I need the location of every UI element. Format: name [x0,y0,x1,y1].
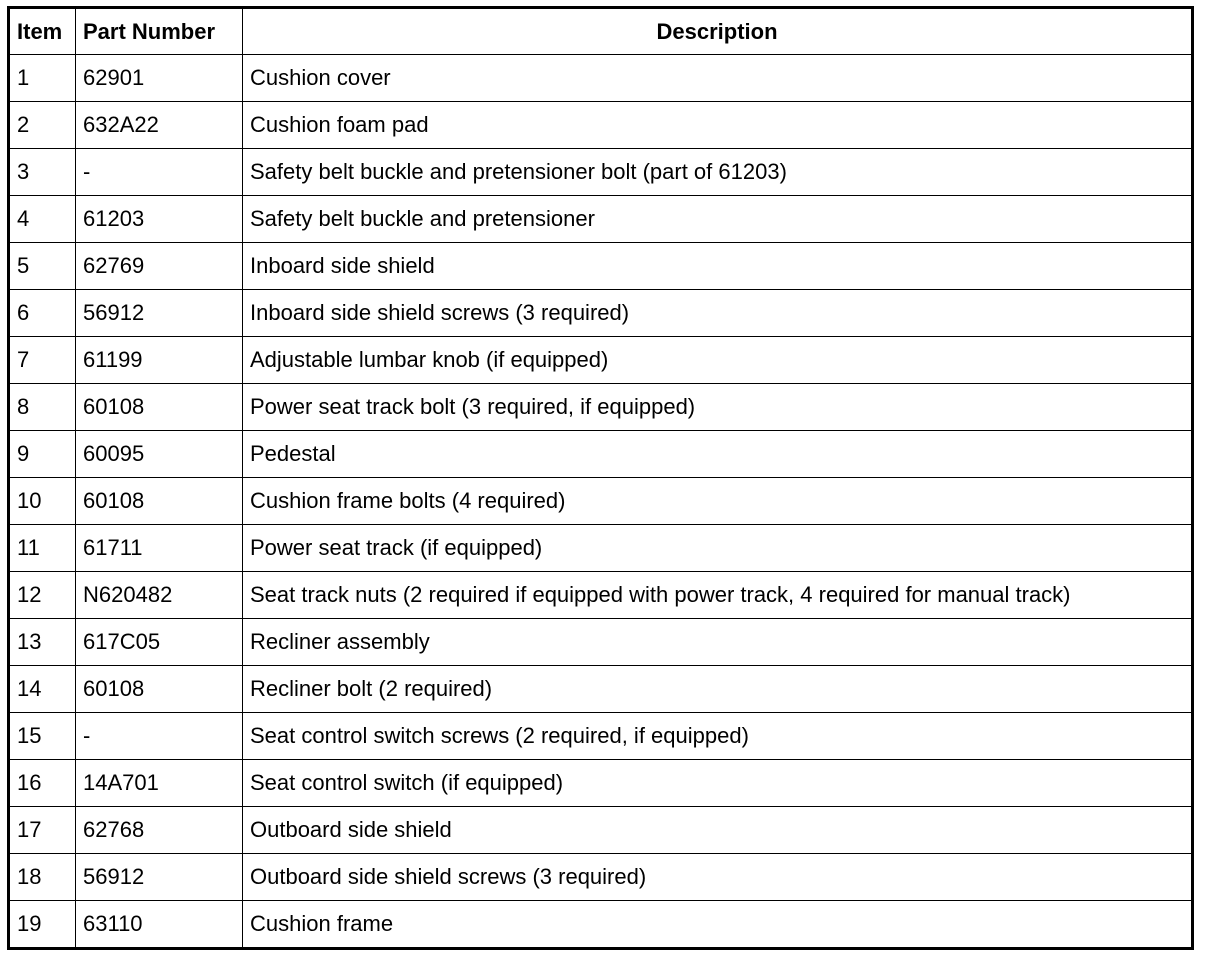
cell-part-number: 62901 [76,55,243,102]
cell-description: Adjustable lumbar knob (if equipped) [243,337,1193,384]
cell-part-number: 60095 [76,431,243,478]
cell-item: 2 [9,102,76,149]
cell-part-number: - [76,149,243,196]
table-row [9,55,1193,102]
cell-description: Cushion frame [243,901,1193,949]
cell-item: 19 [9,901,76,949]
cell-part-number: 617C05 [76,619,243,666]
cell-description: Inboard side shield screws (3 required) [243,290,1193,337]
cell-part-number: N620482 [76,572,243,619]
cell-item: 1 [9,55,76,102]
cell-description: Seat track nuts (2 required if equipped with power track, 4 required for manual track) [243,572,1193,619]
cell-item: 4 [9,196,76,243]
cell-description: Pedestal [243,431,1193,478]
table-row [9,102,1193,149]
cell-description: Recliner assembly [243,619,1193,666]
table-row [9,525,1193,572]
table-row [9,149,1193,196]
cell-description: Seat control switch (if equipped) [243,760,1193,807]
table-body [9,55,1193,949]
cell-item: 16 [9,760,76,807]
table-row [9,713,1193,760]
cell-description: Safety belt buckle and pretensioner [243,196,1193,243]
cell-part-number: 60108 [76,666,243,713]
table-row [9,619,1193,666]
cell-description: Safety belt buckle and pretensioner bolt (part of 61203) [243,149,1193,196]
table-row [9,572,1193,619]
cell-item: 8 [9,384,76,431]
cell-description: Cushion frame bolts (4 required) [243,478,1193,525]
cell-description: Cushion foam pad [243,102,1193,149]
cell-item: 3 [9,149,76,196]
cell-part-number: 63110 [76,901,243,949]
cell-description: Power seat track bolt (3 required, if equipped) [243,384,1193,431]
header-item: Item [9,8,76,55]
table-row [9,384,1193,431]
cell-part-number: 60108 [76,478,243,525]
cell-description: Outboard side shield [243,807,1193,854]
cell-part-number: 61199 [76,337,243,384]
cell-item: 14 [9,666,76,713]
cell-part-number: 61711 [76,525,243,572]
cell-description: Power seat track (if equipped) [243,525,1193,572]
table-row [9,196,1193,243]
cell-part-number: 632A22 [76,102,243,149]
cell-item: 11 [9,525,76,572]
table-row [9,854,1193,901]
cell-part-number: - [76,713,243,760]
cell-description: Inboard side shield [243,243,1193,290]
cell-part-number: 62768 [76,807,243,854]
table-row [9,666,1193,713]
cell-item: 18 [9,854,76,901]
cell-description: Seat control switch screws (2 required, if equipped) [243,713,1193,760]
cell-part-number: 56912 [76,290,243,337]
table-row [9,337,1193,384]
table-row [9,243,1193,290]
cell-item: 10 [9,478,76,525]
cell-description: Recliner bolt (2 required) [243,666,1193,713]
cell-item: 13 [9,619,76,666]
table-row [9,901,1193,949]
cell-item: 5 [9,243,76,290]
table-row [9,290,1193,337]
header-description: Description [243,8,1193,55]
cell-part-number: 56912 [76,854,243,901]
cell-description: Cushion cover [243,55,1193,102]
table-row [9,760,1193,807]
cell-item: 6 [9,290,76,337]
cell-item: 9 [9,431,76,478]
table-row [9,478,1193,525]
cell-item: 7 [9,337,76,384]
header-part-number: Part Number [76,8,243,55]
table-header-row [9,8,1193,55]
cell-description: Outboard side shield screws (3 required) [243,854,1193,901]
table-row [9,431,1193,478]
parts-table [7,6,1194,950]
cell-part-number: 61203 [76,196,243,243]
cell-part-number: 14A701 [76,760,243,807]
cell-item: 12 [9,572,76,619]
cell-item: 15 [9,713,76,760]
cell-part-number: 62769 [76,243,243,290]
cell-item: 17 [9,807,76,854]
table-row [9,807,1193,854]
cell-part-number: 60108 [76,384,243,431]
